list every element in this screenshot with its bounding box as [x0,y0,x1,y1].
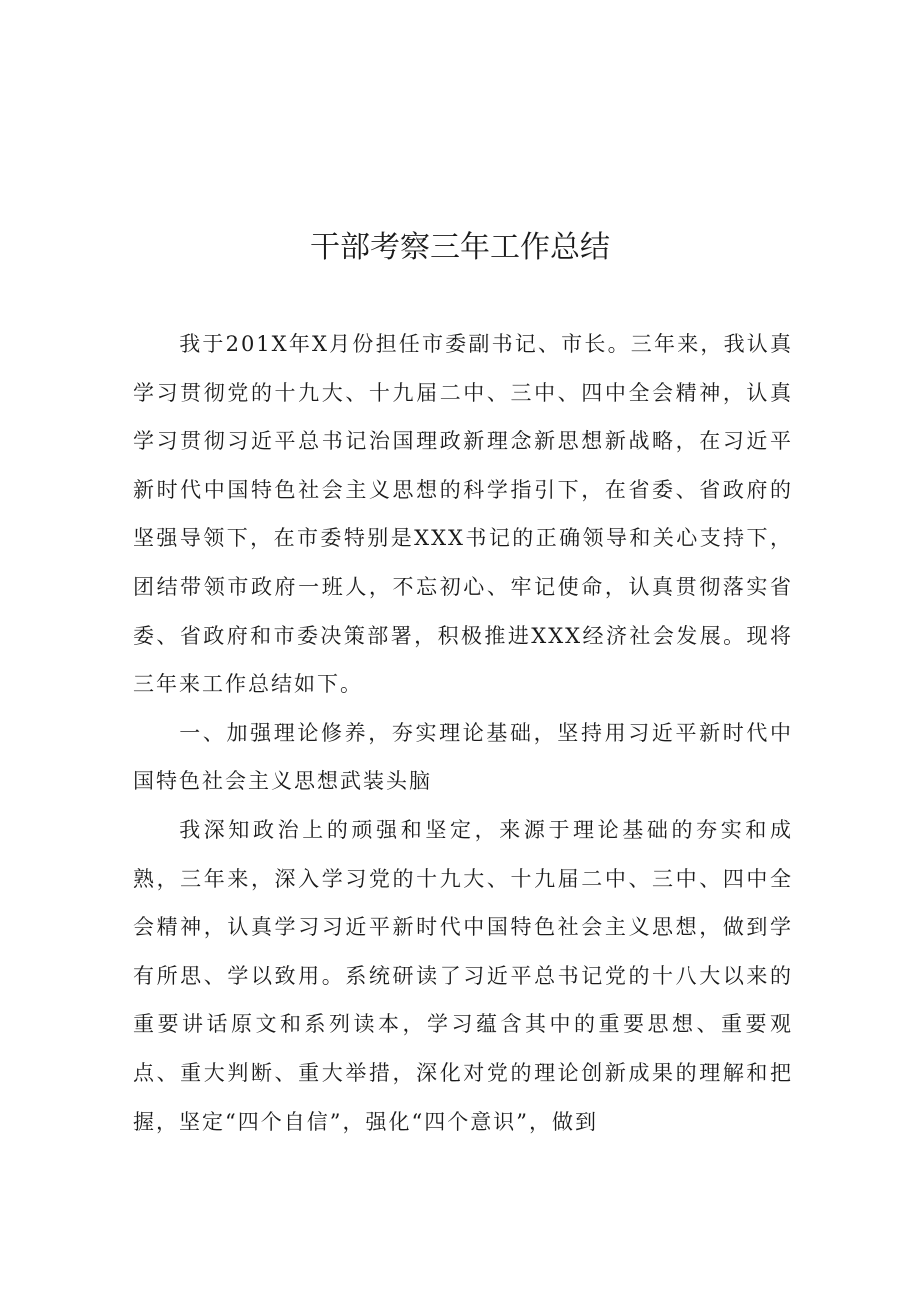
document-body [133,320,793,1146]
section-heading-1: 一、加强理论修养，夯实理论基础，坚持用习近平新时代中国特色社会主义思想武装头脑 [133,720,793,794]
paragraph-intro: 我于201X年X月份担任市委副书记、市长。三年来，我认真学习贯彻党的十九大、十九届二中、三中、四中全会精神，认真学习贯彻习近平总书记治国理政新理念新思想新战略，在习近平新时代中国特色社会主义思想的科学指引下，在省委、省政府的坚强导领下，在市委特别是XXX书记的正确领导和关心支持下，团结带领市政府一班人，不忘初心、牢记使命，认真贯彻落实省委、省政府和市委决策部署，积极推进XXX经济社会发展。现将三年来工作总结如下。 [133,332,793,697]
document-title: 干部考察三年工作总结 [310,230,610,265]
paragraph-section-1: 我深知政治上的顽强和坚定，来源于理论基础的夯实和成熟，三年来，深入学习党的十九大、十九届二中、三中、四中全会精神，认真学习习近平新时代中国特色社会主义思想，做到学有所思、学以致用。系统研读了习近平总书记党的十八大以来的重要讲话原文和系列读本，学习蕴含其中的重要思想、重要观点、重大判断、重大举措，深化对党的理论创新成果的理解和把握，坚定“四个自信”，强化“四个意识”，做到 [133,817,793,1134]
